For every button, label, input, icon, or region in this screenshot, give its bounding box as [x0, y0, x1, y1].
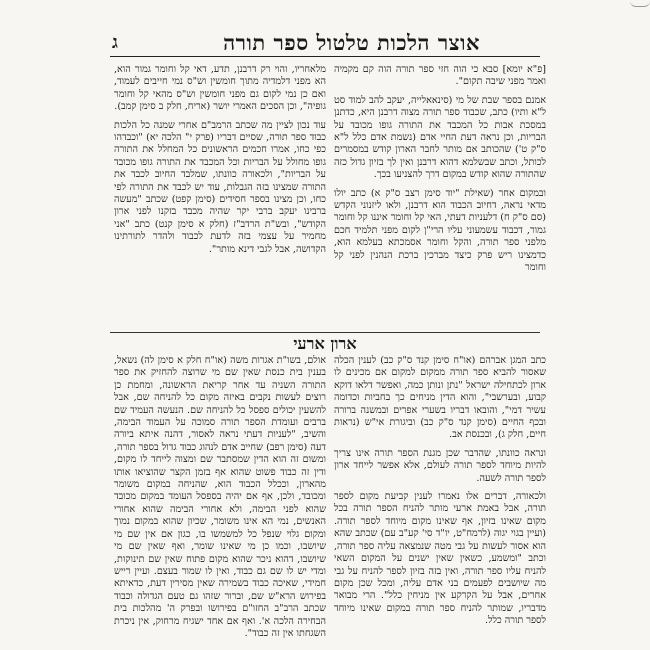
column-bottom-right: [334, 355, 546, 630]
page-title: אוצר הלכות טלטול ספר תורה: [223, 30, 480, 55]
paragraph: ונראה כוונתו, שהדבר שכן מגנת הספר תורה אינו צריך להיות מיוחד לספר תורה לעולם, אלא אפשר לייחד ארון לספר תורה לשעה.: [334, 447, 546, 484]
section-divider: [110, 332, 540, 333]
paragraph: עוד נכון לציין מה שכתב הרמב"ם אחרי שמנה כל הלכות כבוד ספר תורה, שסיים דבריו (פרק י" הלכה יא) "וכבדהו כפי כחו, אמרו חכמים הראשונים כל המחלל את התורה גופו מחולל על הבריות וכל המכבד את התורה גופו מכובד על הבריות", ולכאורה כוונתו, שמלבד החיוב לכבד את התורה שמצינו בזה הגבלות, עוד יש לכבד את התורה לפי כחו, וכן מצינו בספר חסידים (סימן קפט) שכתב "מעשה ברבינו יעקב ברבי יקר שהיה מכבד בזקנו לפני ארון הקודש", ובש"ת הרדב"ז (חלק א סימן קנט) כתב "אני מחמיר על עצמי בזה לדעת לכבוד ולהדר לתורתינו הקדושה, אבל לגבי דינא מותר".: [114, 119, 326, 255]
page-edge-mark: [630, 0, 650, 7]
paragraph: [פ"א יומא] סבא כי הוה חזי ספר תורה הוה קם מקמיה ואמר מפני שיבה תקום".: [334, 64, 546, 88]
paragraph: אולם, בשו"ת אגרות משה (או"ח חלק א סימן לה) נשאל, בענין בית כנסת שאין שם מי שרוצה להחזיק את ספר התורה השניה עד אחר קריאת הראשונה, ומחמת כן רוצים לעשות נקבים באיזה מקום כל להניחה שם, אבל להשעין יכולים ספסל כל להניחה שם. הנעשה העמיד שם ברבים ועומדת הספר תורה סמוכה על העמוד הבימה, והשיב, "לעניות דעתי נראה לאסור, דהנה איתא ביורה דעה (סימן רפב) שחייב אדם לנהוג כבוד גדול בספר תורה, ומשום זה הוא הדין שמסתבר שם ומצוה לייחד לו מקום, ודין זה כבוד פשוט שהוא אף בזמן הקצר שהוציאו אותו מהארון, וככלל הכבוד הוא, שהניחה במקום משומר ומכובד, ולכן, אף אם יהיה בספסל העומד במקום מכובד שהוא לפני הבימה, ולא אחורי הבימה שהוא אחורי האנשים, נמי הא אינו משומר, שכיון שהוא במקום נמוך ומקום גלוי שנפל כל למשמשו בו, כגון אם אין שם מי שיושבו, וכמו כן מי שאינו שומר, ואף שאין שם מי שיושבו, דהוא ניכר שהוא מקום פתוח שאין שם תינוקות, ומדי יש לו שם גם כבוד, ואין לו שמור בעצם. ועיין רייש חמידי, שאיכה כבוד בשמירה שאין מסירין דעת, כדאיתא בפירוש הרא"ש שם, וברור שזהו גם טעם הגדולה וכבוד שכתב הרב"ב החזו"ם בפירושו ובפרק ה' מהלכות בית הבחירה הלכה א'. ואף אם אחד ישגיח מרחוק, אין ניכרת השגחתו אין זה כבוד".: [114, 355, 326, 639]
paragraph: ובמקום אחר (שאילת "יוד סימן רצב ס"ק א) כתב יולו מדאי נראה, דחיוב הכבוד הוא דרבנן, ולאו ליזנוני הקדש (סם ס"ק ח) דלעניות דעתי, האי קל וחומר איננו קל וחומר גמור, דכבוד עשמעוני עליו הרי"ן לקום מפני תלמיד חכם מלפני ספר תורה, והקל וחומר אסמכתא בעלמא הוא, כדמצינו ריש פרק כיצד מברכין ברכת הנהנין לפני קל וחומר: [333, 187, 546, 274]
column-top-right: [334, 64, 546, 330]
paragraph: מלאחריו, והוי רק דרבנן, תדע, דאי קל וחומר גמור הוא, הא מפני דלמדיה מתוך חומשין וש"ס נמי חייבים לעמוד, ואם כן נמי לקום גם מפני חומשין וש"ס מהאי קל וחומר גופיה", וכן הסכים האמרי יושר (אריח, חלק ב סימן קמב).: [114, 64, 326, 113]
column-top-left: [114, 64, 326, 330]
paragraph: אמנם בספר שבת של מי (סינאאלייה, יעקב להב למוד סט ל"א ותיו) כתב, שכבוד ספר תורה מצוה דרבנן היא, כדתנן במסכת אבות כל המכבד את התורה גופו מכובד על הבריות, וכן נראה דעת החיי אדם (נשמת אדם כלל ל"א ס"ק ט') שהכותב אם מותר לחבר הארון קודש במסמרים לכותל, וכתב שבשלמא דהוא דרבנן ואין לך בזיון גדול כזה שהתורה שהוא קודש במקום דרך להצניעו בכך.: [334, 94, 546, 181]
section-heading: ארון ארעי: [293, 334, 357, 353]
paragraph: ולכאורה, דברים אלו נאמרו לענין קביעת מקום לספר תורה, אבל באמת ארעי מותר להניח הספר תורה בכל מקום שאינו בזיון, אף שאינו מקום מיוחד לספר תורה. (ועיין בגוי יגוה (לרמח"ט, יו"ד סי' קע"ב עם) שכתב שהא הוא אסור לעשות על גבי מטה שנמצאה עליה ספר תורה, וכתב "ומשמע, כשאין שאין ישנים על המקום השאי להניח עליו ספר תורה, ואין בזה בזיון לספר להניח על גבי מה שיושבים לפעמים בני אדם עליה, ומכל שכן מקום אחרים, אבל על הקרקע אין מניחין כלל". הרי מבואר מדבריו, שמותר להניח ספר תורה במקום שאינו מיוחד לספר תורה כלל.: [334, 491, 546, 627]
page-number: ג: [112, 32, 118, 53]
paragraph: כתב המגן אברהם (או"ח סימן קנד ס"ק כב) לענין הכלה שאסור להביא ספר תורה ממקום למקום אם מכינים לו ארון לכתחילה ישראל "נתן ונותן כמה, ואפשר דלאו דוקא קבוע, ובערשבי", והוא הדין מניחים כך בחביות וכדומה עשיר דמי", והובאו דבריו בשערי אפרים ובמשנה ברורה ובכף החיים (סימן קנד ס"ק כב) וביגורת אי"ש (נראות חיים, חלק ג), ובכנסת אב.: [334, 355, 546, 441]
page-header: [110, 30, 540, 57]
column-bottom-left: [114, 355, 326, 639]
